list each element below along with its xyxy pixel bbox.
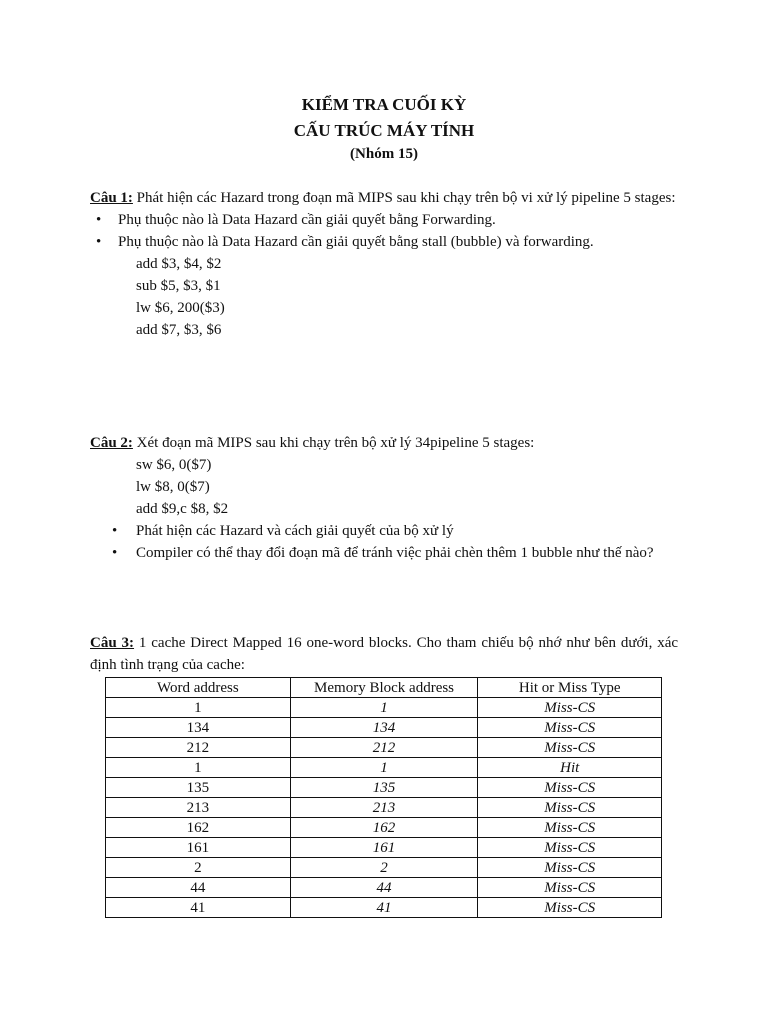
course-title: CẤU TRÚC MÁY TÍNH: [293, 121, 475, 140]
table-row: [106, 718, 662, 738]
question-1-text: Phát hiện các Hazard trong đoạn mã MIPS sau khi chạy trên bộ vi xử lý pipeline 5 stages:: [132, 190, 676, 206]
question-3-text: 1 cache Direct Mapped 16 one-word blocks. Cho tham chiếu bộ nhớ như bên dưới, xác định tình trạng của cache:: [90, 635, 679, 673]
cell-memory-block-address: 134: [290, 718, 478, 738]
cell-memory-block-address: 2: [290, 858, 478, 878]
cell-hit-or-miss-type: Miss-CS: [478, 898, 662, 918]
cell-hit-or-miss-type: Miss-CS: [478, 698, 662, 718]
cell-word-address: 2: [106, 858, 291, 878]
cell-memory-block-address: 1: [290, 698, 478, 718]
question-1-label: Câu 1:: [90, 190, 133, 206]
question-2-label: Câu 2:: [90, 435, 133, 451]
cell-memory-block-address: 161: [290, 838, 478, 858]
table-row: [106, 858, 662, 878]
cell-word-address: 212: [106, 738, 291, 758]
code-line: add $9,c $8, $2: [136, 501, 229, 517]
table-row: [106, 798, 662, 818]
question-1-bullet: [90, 231, 678, 253]
cell-hit-or-miss-type: Miss-CS: [478, 838, 662, 858]
question-3-prompt: [90, 632, 678, 676]
cell-word-address: 44: [106, 878, 291, 898]
table-row: [106, 758, 662, 778]
bullet-icon: •: [112, 545, 118, 561]
cell-hit-or-miss-type: Hit: [478, 758, 662, 778]
cell-word-address: 213: [106, 798, 291, 818]
cell-hit-or-miss-type: Miss-CS: [478, 798, 662, 818]
table-row: [106, 698, 662, 718]
bullet-icon: •: [96, 212, 102, 228]
cell-memory-block-address: 135: [290, 778, 478, 798]
question-2-bullet-text: Compiler có thể thay đổi đoạn mã để tránh việc phải chèn thêm 1 bubble như thế nào?: [136, 545, 654, 561]
cell-hit-or-miss-type: Miss-CS: [478, 878, 662, 898]
bullet-icon: •: [112, 523, 118, 539]
cell-word-address: 135: [106, 778, 291, 798]
cell-hit-or-miss-type: Miss-CS: [478, 858, 662, 878]
cell-hit-or-miss-type: Miss-CS: [478, 778, 662, 798]
header-hit-or-miss-type: Hit or Miss Type: [478, 678, 662, 698]
cell-word-address: 41: [106, 898, 291, 918]
code-line: sub $5, $3, $1: [136, 278, 221, 294]
cell-hit-or-miss-type: Miss-CS: [478, 818, 662, 838]
question-1-bullet-text: Phụ thuộc nào là Data Hazard cần giải quyết bằng stall (bubble) và forwarding.: [118, 234, 594, 250]
code-line: add $3, $4, $2: [136, 256, 222, 272]
question-1: [90, 187, 678, 341]
cell-hit-or-miss-type: Miss-CS: [478, 738, 662, 758]
cell-word-address: 1: [106, 698, 291, 718]
exam-title: KIỂM TRA CUỐI KỲ: [301, 95, 467, 114]
cell-word-address: 134: [106, 718, 291, 738]
table-header-row: [106, 678, 662, 698]
cell-memory-block-address: 41: [290, 898, 478, 918]
code-line: sw $6, 0($7): [136, 457, 212, 473]
cell-memory-block-address: 212: [290, 738, 478, 758]
cell-memory-block-address: 162: [290, 818, 478, 838]
cell-memory-block-address: 1: [290, 758, 478, 778]
cell-memory-block-address: 213: [290, 798, 478, 818]
question-2-prompt: [90, 432, 678, 454]
header-memory-block-address: Memory Block address: [290, 678, 478, 698]
question-1-bullet-text: Phụ thuộc nào là Data Hazard cần giải quyết bằng Forwarding.: [118, 212, 496, 228]
question-2: [90, 432, 678, 564]
cache-table-body: [106, 698, 662, 918]
question-2-bullet: [90, 542, 678, 564]
cell-memory-block-address: 44: [290, 878, 478, 898]
cell-word-address: 1: [106, 758, 291, 778]
table-row: [106, 778, 662, 798]
question-2-text: Xét đoạn mã MIPS sau khi chạy trên bộ xử lý 34pipeline 5 stages:: [132, 435, 535, 451]
code-line: lw $8, 0($7): [136, 479, 210, 495]
table-row: [106, 818, 662, 838]
group-label: (Nhóm 15): [350, 146, 418, 162]
code-line: add $7, $3, $6: [136, 322, 222, 338]
table-row: [106, 898, 662, 918]
question-3-label: Câu 3:: [90, 635, 135, 651]
question-2-bullet: [90, 520, 678, 542]
bullet-icon: •: [96, 234, 102, 250]
table-row: [106, 738, 662, 758]
question-1-bullet: [90, 209, 678, 231]
question-2-bullet-text: Phát hiện các Hazard và cách giải quyết của bộ xử lý: [136, 523, 454, 539]
cell-hit-or-miss-type: Miss-CS: [478, 718, 662, 738]
cell-word-address: 161: [106, 838, 291, 858]
cache-table: [105, 677, 662, 918]
table-row: [106, 838, 662, 858]
question-1-prompt: [90, 187, 678, 209]
table-row: [106, 878, 662, 898]
cell-word-address: 162: [106, 818, 291, 838]
code-line: lw $6, 200($3): [136, 300, 225, 316]
header-word-address: Word address: [106, 678, 291, 698]
